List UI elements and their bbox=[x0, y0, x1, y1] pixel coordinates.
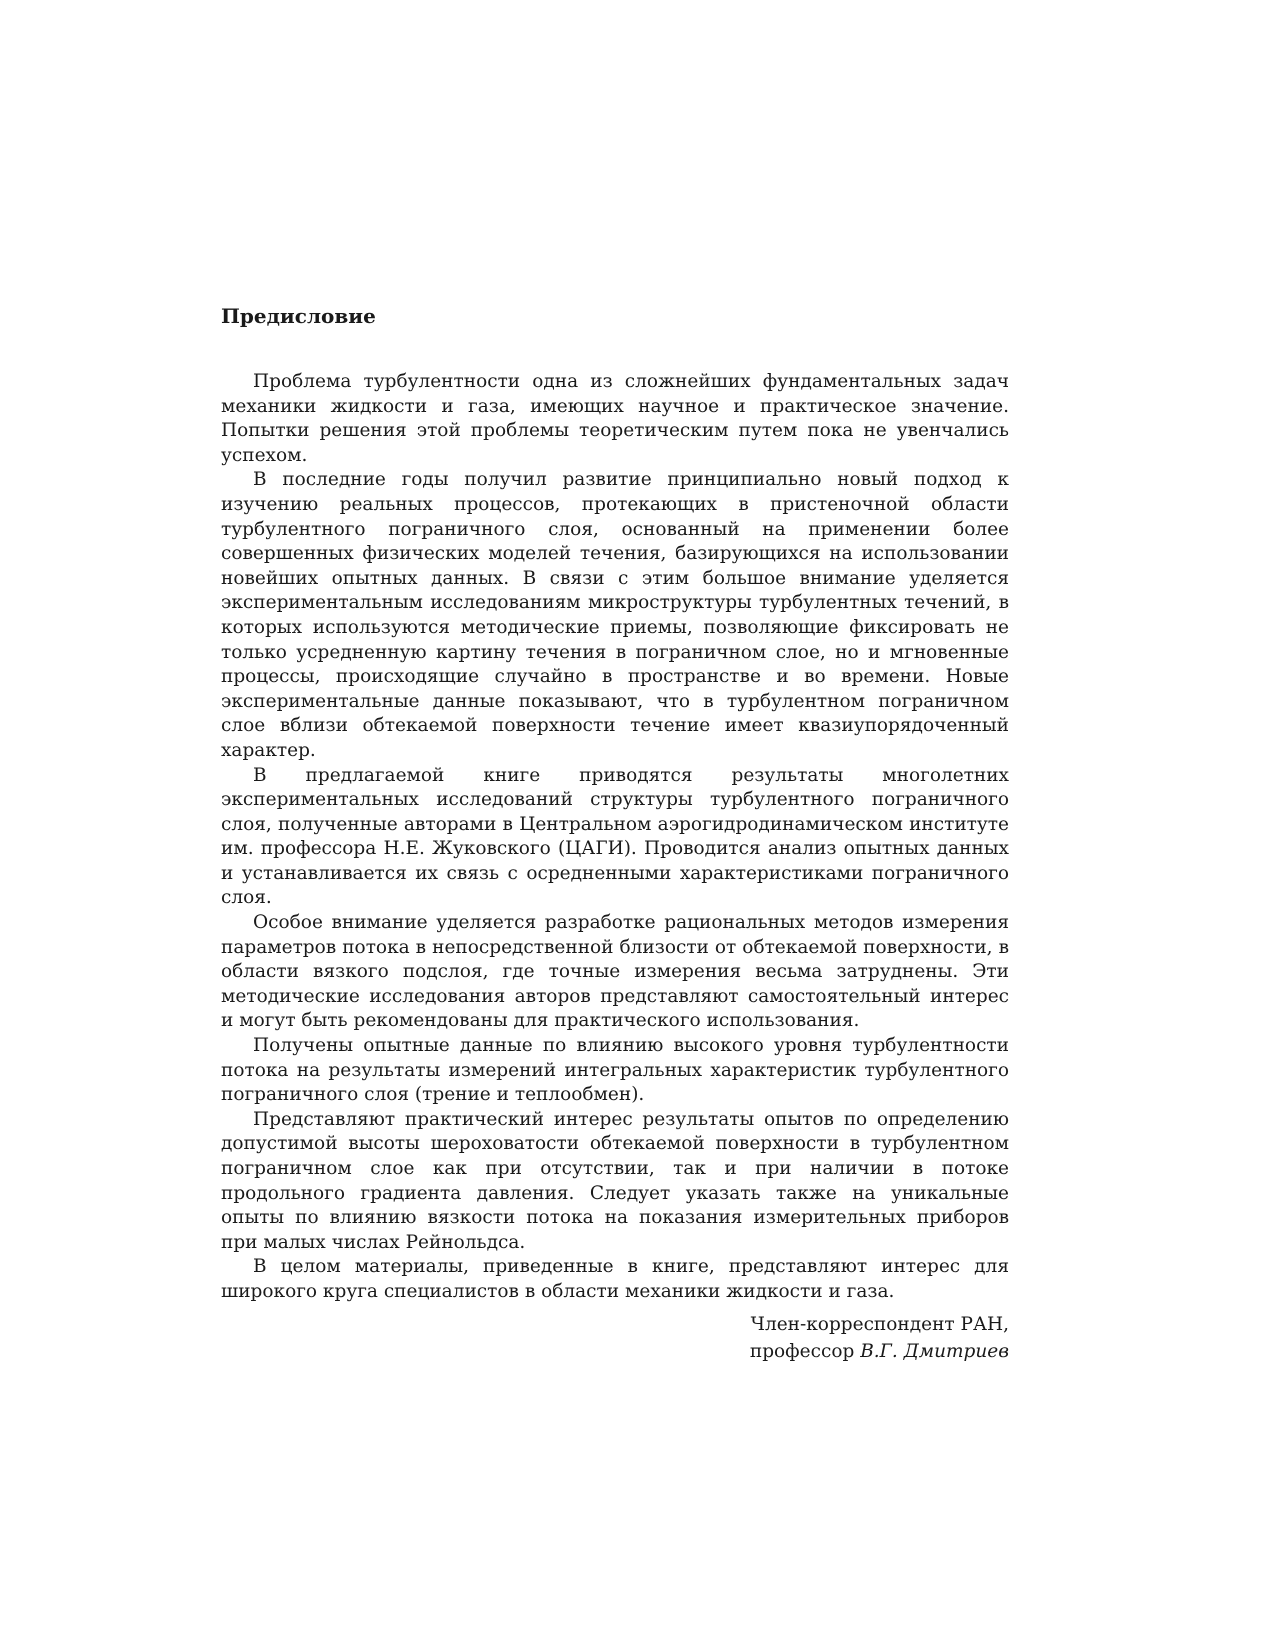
paragraph-7: В целом материалы, приведенные в книге, представляют интерес для широкого круга специалистов в области механики жидкости и газа. bbox=[221, 1256, 1009, 1302]
page-title: Предисловие bbox=[221, 304, 376, 328]
paragraph-3: В предлагаемой книге приводятся результаты многолетних экспериментальных исследований структуры турбулентного пограничного слоя, полученные авторами в Центральном аэрогидродинамическом институте им. профессора Н.Е. Жуковского (ЦАГИ). Проводится анализ опытных данных и устанавливается их связь с осредненными характеристиками пограничного слоя. bbox=[221, 764, 1009, 909]
paragraph-1: Проблема турбулентности одна из сложнейших фундаментальных задач механики жидкости и газа, имеющих научное и практическое значение. Попытки решения этой проблемы теоретическим путем пока не увенчались успехом. bbox=[221, 371, 1009, 466]
paragraph-5: Получены опытные данные по влиянию высокого уровня турбулентности потока на результаты измерений интегральных характеристик турбулентного пограничного слоя (трение и теплообмен). bbox=[221, 1035, 1009, 1106]
paragraph-4: Особое внимание уделяется разработке рациональных методов измерения параметров потока в непосредственной близости от обтекаемой поверхности, в области вязкого подслоя, где точные измерения весьма затруднены. Эти методические исследования авторов представляют самостоятельный интерес и могут быть рекомендованы для практического использования. bbox=[221, 912, 1009, 1032]
paragraph-2: В последние годы получил развитие принципиально новый подход к изучению реальных процессов, протекающих в пристеночной области турбулентного пограничного слоя, основанный на применении более совершенных физических моделей течения, базирующихся на использовании новейших опытных данных. В связи с этим большое внимание уделяется экспериментальным исследованиям микроструктуры турбулентных течений, в которых используются методические приемы, позволяющие фиксировать не только усредненную картину течения в пограничном слое, но и мгновенные процессы, происходящие случайно в пространстве и во времени. Новые экспериментальные данные показывают, что в турбулентном пограничном слое вблизи обтекаемой поверхности течение имеет квазиупорядоченный характер. bbox=[221, 469, 1009, 761]
signature-title: Член-корреспондент РАН, bbox=[750, 1314, 1009, 1335]
signature-role: профессор bbox=[749, 1341, 855, 1362]
paragraph-6: Представляют практический интерес результаты опытов по определению допустимой высоты шероховатости обтекаемой поверхности в турбулентном пограничном слое как при отсутствии, так и при наличии в потоке продольного градиента давления. Следует указать также на уникальные опыты по влиянию вязкости потока на показания измерительных приборов при малых числах Рейнольдса. bbox=[221, 1108, 1009, 1253]
signature-block bbox=[221, 1311, 1009, 1365]
signature-line bbox=[221, 1338, 1009, 1365]
signature-name: В.Г. Дмитриев bbox=[860, 1341, 1009, 1362]
preface-body bbox=[221, 298, 1009, 1305]
